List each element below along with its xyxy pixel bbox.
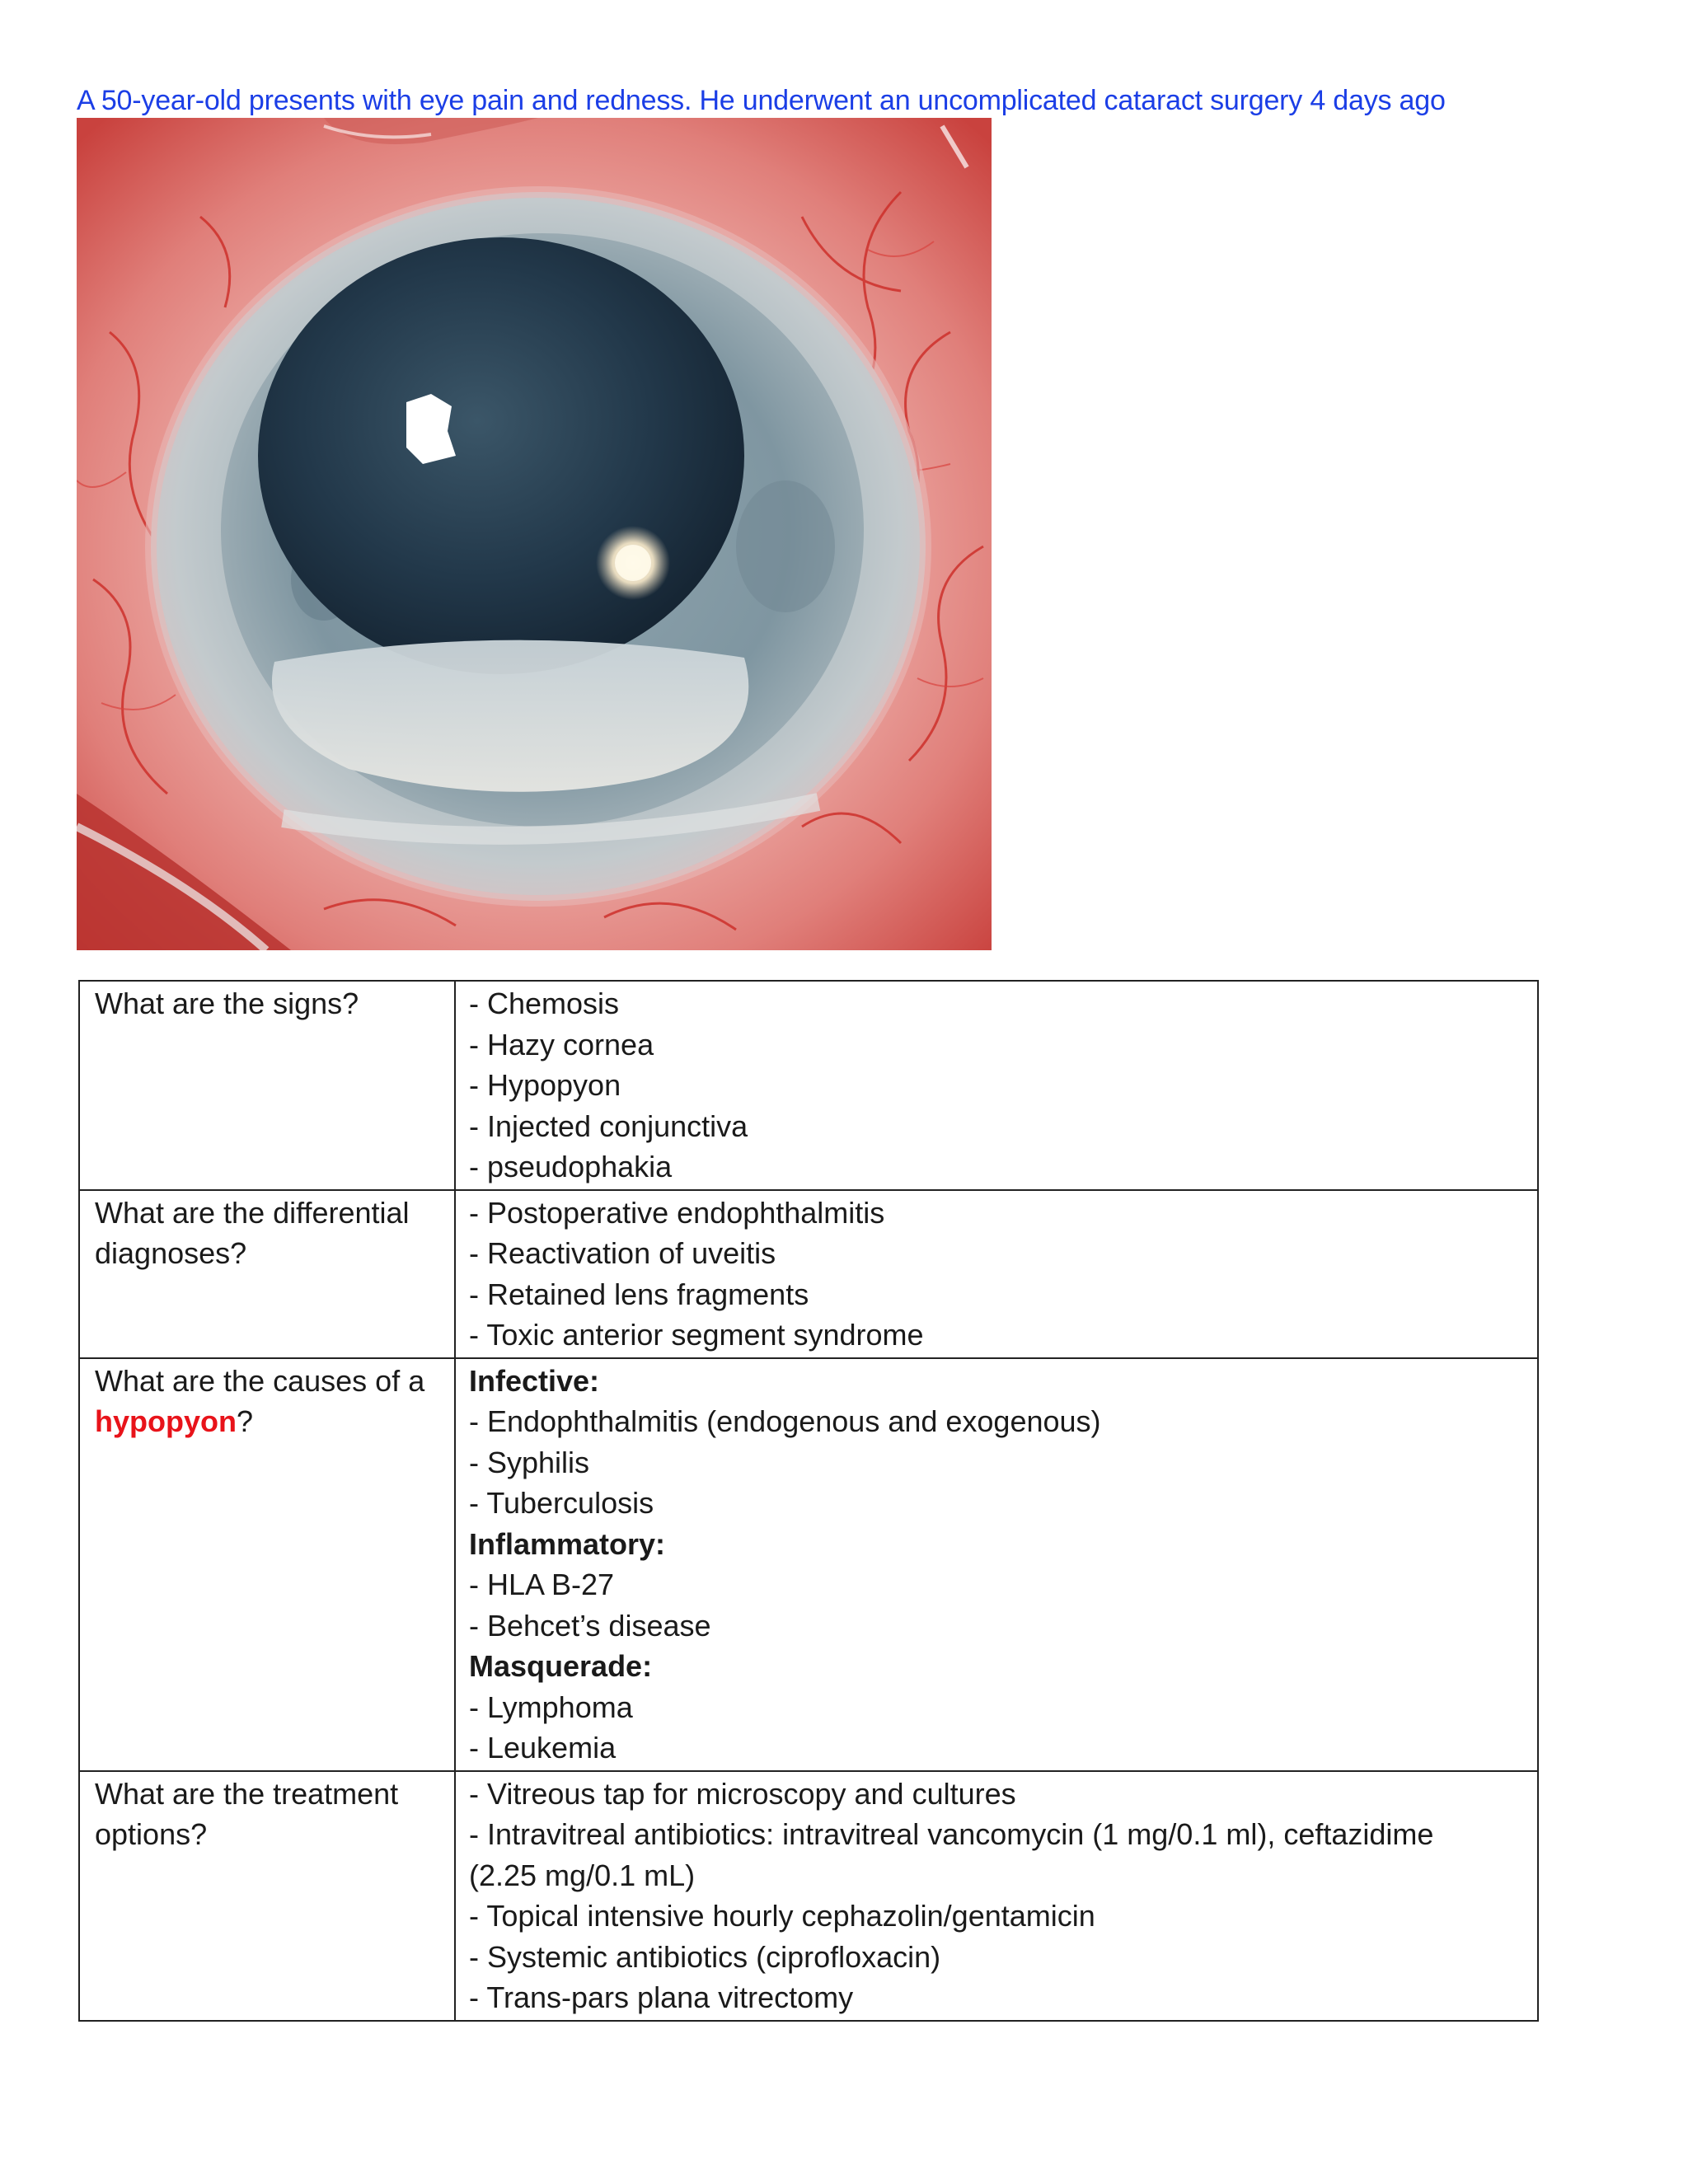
qa-table xyxy=(78,980,1539,2022)
answer-item: - Behcet’s disease xyxy=(469,1608,711,1643)
eye-photograph xyxy=(77,118,992,950)
answer-item: - pseudophakia xyxy=(469,1150,673,1183)
answer-item: - Injected conjunctiva xyxy=(469,1108,748,1143)
answer-item: - Lymphoma xyxy=(469,1690,633,1724)
table-row xyxy=(79,981,1538,1190)
answer-cell xyxy=(455,1190,1538,1358)
table-row xyxy=(79,1358,1538,1771)
question-suffix: ? xyxy=(236,1404,254,1438)
group-heading: Masquerade: xyxy=(469,1649,653,1683)
answer-item: - Syphilis xyxy=(469,1445,590,1479)
question-text: What are the treatment options? xyxy=(95,1776,399,1851)
page-title: A 50-year-old presents with eye pain and redness. He underwent an uncomplicated cataract surgery 4 days ago xyxy=(77,85,1446,116)
answer-item: - Intravitreal antibiotics: intravitreal vancomycin (1 mg/0.1 ml), ceftazidime (2.25 mg/0.1 mL) xyxy=(469,1817,1434,1892)
answer-item: - HLA B-27 xyxy=(469,1568,615,1601)
answer-item: - Reactivation of uveitis xyxy=(469,1236,776,1270)
question-text xyxy=(95,1361,441,1442)
highlighted-term: hypopyon xyxy=(95,1404,237,1438)
answer-item: - Endophthalmitis (endogenous and exogenous) xyxy=(469,1404,1101,1438)
answer-item: - Trans-pars plana vitrectomy xyxy=(469,1980,854,2014)
group-heading: Inflammatory: xyxy=(469,1526,666,1561)
answer-item: - Postoperative endophthalmitis xyxy=(469,1195,885,1230)
table-row xyxy=(79,1190,1538,1358)
group-heading: Infective: xyxy=(469,1363,600,1398)
answer-item: - Systemic antibiotics (ciprofloxacin) xyxy=(469,1939,941,1974)
answer-cell xyxy=(455,1771,1538,2021)
question-cell xyxy=(79,981,455,1190)
answer-item: - Topical intensive hourly cephazolin/gentamicin xyxy=(469,1899,1095,1933)
answer-item: - Hypopyon xyxy=(469,1068,621,1102)
answer-cell xyxy=(455,981,1538,1190)
answer-item: - Hazy cornea xyxy=(469,1027,654,1062)
answer-item: - Retained lens fragments xyxy=(469,1277,809,1311)
question-text: What are the differential diagnoses? xyxy=(95,1195,410,1270)
answer-item: - Tuberculosis xyxy=(469,1486,654,1520)
question-cell xyxy=(79,1190,455,1358)
question-prefix: What are the causes of a xyxy=(95,1363,425,1398)
answer-item: - Toxic anterior segment syndrome xyxy=(469,1318,924,1352)
question-text: What are the signs? xyxy=(95,987,359,1020)
table-row xyxy=(79,1771,1538,2021)
answer-item: - Vitreous tap for microscopy and cultures xyxy=(469,1776,1016,1811)
answer-item: - Leukemia xyxy=(469,1731,617,1765)
answer-cell xyxy=(455,1358,1538,1771)
answer-item: - Chemosis xyxy=(469,987,620,1020)
question-cell xyxy=(79,1771,455,2021)
question-cell xyxy=(79,1358,455,1771)
